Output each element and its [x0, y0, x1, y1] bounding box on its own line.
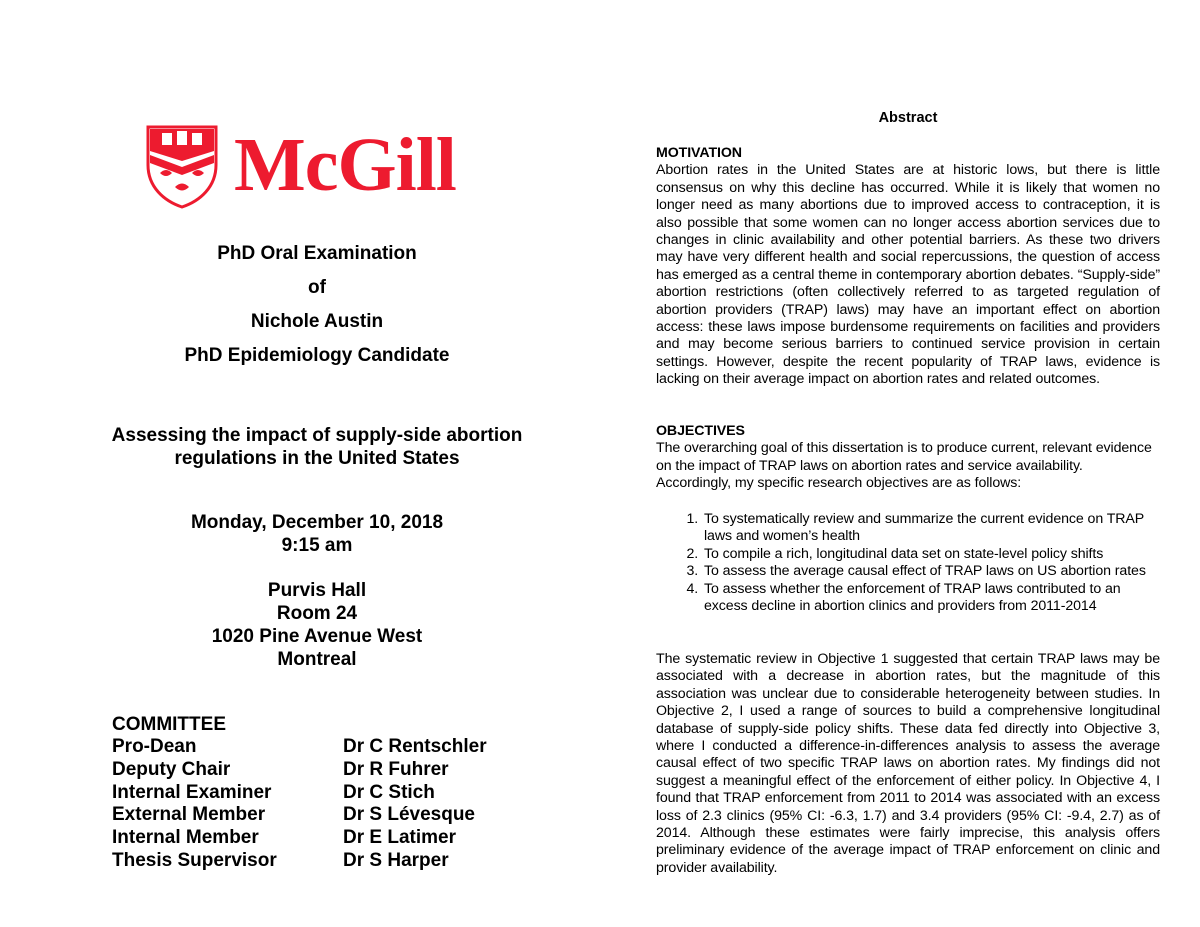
exam-title: PhD Oral Examination — [217, 243, 417, 264]
list-item: 4. To assess whether the enforcement of TRAP laws contributed to an excess decline in abortion clinics and providers from 2011-2014 — [702, 581, 1160, 616]
thesis-title-line2: regulations in the United States — [174, 448, 460, 469]
committee-member-name: Dr E Latimer — [343, 827, 456, 849]
exam-schedule — [60, 511, 574, 557]
committee-role: External Member — [112, 804, 266, 826]
exam-header — [60, 243, 574, 379]
committee-role: Pro-Dean — [112, 736, 197, 757]
committee-member-name: Dr C Stich — [343, 781, 435, 803]
venue-building: Purvis Hall — [267, 580, 367, 601]
objectives-list — [656, 511, 1160, 615]
committee-list — [112, 712, 487, 873]
committee-row — [112, 781, 435, 805]
committee-member-name: Dr R Fuhrer — [343, 758, 449, 780]
abstract-title: Abstract — [878, 110, 938, 126]
committee-row — [112, 849, 449, 873]
candidate-name: Nichole Austin — [250, 311, 384, 332]
committee-member-name: Dr S Harper — [343, 849, 449, 871]
exam-time: 9:15 am — [281, 535, 353, 556]
exam-of: of — [308, 277, 326, 298]
committee-role: Thesis Supervisor — [112, 849, 277, 871]
committee-role: Deputy Chair — [112, 758, 231, 780]
mcgill-wordmark: McGill — [234, 123, 456, 207]
committee-row — [112, 758, 449, 782]
mcgill-crest-icon — [146, 125, 218, 209]
objectives-section — [656, 423, 1160, 493]
committee-member-name: Dr C Rentschler — [343, 736, 487, 757]
list-item: 1. To systematically review and summarize the current evidence on TRAP laws and women’s health — [702, 511, 1160, 546]
candidate-program: PhD Epidemiology Candidate — [184, 345, 450, 366]
objectives-heading: OBJECTIVES — [656, 423, 745, 439]
exam-date: Monday, December 10, 2018 — [190, 512, 444, 533]
exam-venue — [60, 579, 574, 671]
motivation-section — [656, 145, 1160, 389]
committee-role: Internal Examiner — [112, 781, 272, 803]
committee-role: Internal Member — [112, 827, 259, 849]
venue-street: 1020 Pine Avenue West — [211, 626, 423, 647]
committee-row — [112, 736, 487, 759]
thesis-title-line1: Assessing the impact of supply-side abortion — [111, 425, 523, 446]
committee-member-name: Dr S Lévesque — [343, 804, 475, 826]
list-item: 3. To assess the average causal effect of TRAP laws on US abortion rates — [702, 563, 1160, 580]
thesis-title — [60, 424, 574, 470]
summary-text: The systematic review in Objective 1 suggested that certain TRAP laws may be associated with a decrease in abortion rates, but the magnitude of this association was unclear due to considerable heterogeneity between studies. In Objective 2, I used a range of sources to build a comprehensive longitudinal database of supply-side policy shifts. These data fed directly into Objective 3, where I conducted a difference-in-differences analysis to assess the average causal effect of two specific TRAP laws on abortion rates. My findings did not suggest a meaningful effect of the enforcement of either policy. In Objective 4, I found that TRAP enforcement from 2011 to 2014 was associated with an excess loss of 2.3 clinics (95% CI: -6.3, 1.7) and 3.4 providers (95% CI: -9.4, 2.7) as of 2014. Although these estimates were fairly imprecise, this analysis offers preliminary evidence of the average impact of TRAP enforcement on clinic and provider availability. — [656, 651, 1160, 876]
venue-city: Montreal — [277, 649, 357, 670]
mcgill-logo — [146, 125, 496, 210]
objectives-intro: The overarching goal of this dissertation is to produce current, relevant evidence on the impact of TRAP laws on abortion rates and service availability. Accordingly, my specific research objectives are as follows: — [656, 440, 1152, 492]
committee-row — [112, 827, 456, 850]
committee-row — [112, 804, 475, 827]
motivation-heading: MOTIVATION — [656, 145, 742, 161]
list-item: 2. To compile a rich, longitudinal data set on state-level policy shifts — [702, 546, 1160, 563]
committee-heading: COMMITTEE — [112, 714, 226, 735]
objectives-list-wrap — [656, 511, 1160, 615]
motivation-text: Abortion rates in the United States are at historic lows, but there is little consensus on why this decline has occurred. While it is likely that women no longer need as many abortions due to improved access to contraception, it is also possible that some women can no longer access abortion services due to changes in clinic availability and other potential barriers. As these two drivers may have very different health and social repercussions, the question of access has emerged as a central theme in contemporary abortion debates. “Supply-side” abortion restrictions (often collectively referred to as targeted regulation of abortion providers (TRAP) laws) may have an important effect on abortion access: these laws impose burdensome requirements on facilities and providers and may become serious barriers to continued service provision in certain settings. However, despite the recent popularity of TRAP laws, evidence is lacking on their average impact on abortion rates and related outcomes. — [656, 162, 1160, 388]
venue-room: Room 24 — [276, 603, 358, 624]
